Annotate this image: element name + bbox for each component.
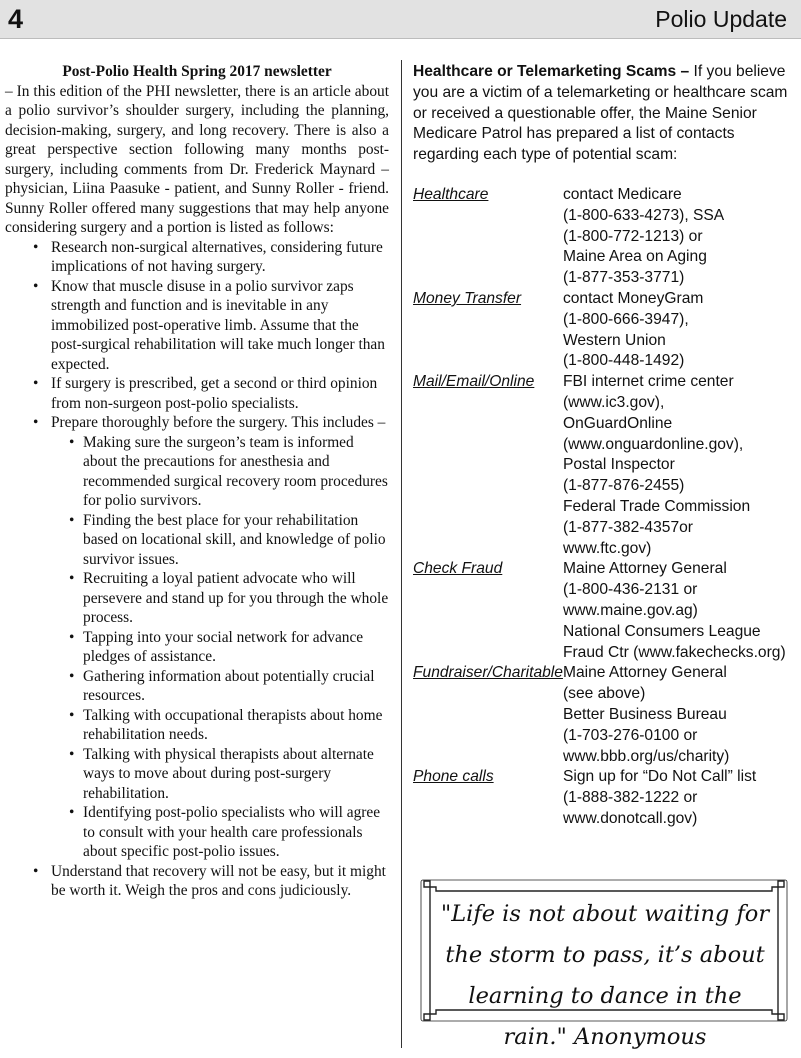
scam-article-lead: Healthcare or Telemarketing Scams – [413, 63, 690, 80]
contact-line: Maine Attorney General [562, 664, 727, 682]
column-divider [401, 60, 402, 1048]
contact-category: Fundraiser/Charitable [413, 664, 563, 682]
article-title: Post-Polio Health Spring 2017 newsletter [62, 63, 332, 80]
sub-list-item: • Identifying post-polio specialists who will agree to consult with your health care professionals about specific post-polio issues. [83, 803, 389, 862]
table-row [413, 559, 786, 663]
sub-list-item: • Talking with physical therapists about alternate ways to move about during post-surgery rehabilitation. [83, 745, 389, 804]
scam-intro-paragraph [413, 62, 791, 166]
contact-line: (1-877-353-3771) [562, 269, 685, 287]
contact-line: www.bbb.org/us/charity) [562, 747, 730, 765]
page-number: 4 [8, 4, 24, 34]
right-column-article [413, 62, 791, 166]
newsletter-title: Polio Update [655, 6, 787, 32]
contact-line: contact Medicare [562, 186, 682, 203]
table-row [413, 289, 786, 372]
list-item-text: Prepare thoroughly before the surgery. This includes – [51, 414, 386, 431]
suggestion-list [5, 238, 389, 901]
contact-line: Maine Area on Aging [562, 248, 707, 266]
table-row [413, 372, 786, 559]
contact-details [563, 559, 786, 663]
contact-details [563, 185, 786, 289]
article-intro: – In this edition of the PHI newsletter, there is an article about a polio survivor’s shoulder surgery, including the planning, decision-making, surgery, and long recovery. There is also a great perspective section following many months post-surgery, including comments from Dr. Frederick Maynard – physician, Liina Paasuke - patient, and Sunny Roller - friend. Sunny Roller offered many suggestions that may help anyone considering surgery and a portion is listed as follows: [5, 82, 389, 236]
contact-line: Maine Attorney General [562, 560, 727, 578]
contact-line: (1-877-382-4357or [562, 518, 693, 536]
contact-line: (1-888-382-1222 or [562, 789, 698, 807]
list-item: • Research non-surgical alternatives, considering future implications of not having surgery. [51, 238, 389, 277]
contact-category: Phone calls [413, 768, 494, 786]
sub-list-item: • Tapping into your social network for advance pledges of assistance. [83, 628, 389, 667]
contact-category: Mail/Email/Online [413, 373, 535, 391]
contact-details [563, 372, 786, 559]
contact-line: Postal Inspector [562, 456, 675, 474]
contact-line: contact MoneyGram [562, 289, 704, 307]
page-header [0, 0, 801, 39]
contact-line: OnGuardOnline [562, 414, 673, 432]
sub-list-item: • Recruiting a loyal patient advocate who will persevere and stand up for you through the whole process. [83, 569, 389, 628]
sub-list-item: • Making sure the surgeon’s team is informed about the precautions for anesthesia and recommended surgical recovery room procedures for polio survivors. [83, 433, 389, 511]
contact-category: Check Fraud [413, 560, 503, 578]
contact-line: (1-703-276-0100 or [562, 726, 698, 744]
contact-line: (1-800-666-3947), [562, 310, 689, 328]
quote-text: "Life is not about waiting for the storm to pass, it’s about learning to dance in the rain." Anonymous [440, 901, 770, 1050]
scam-contacts-table [413, 185, 786, 830]
sub-list-item: • Talking with occupational therapists about home rehabilitation needs. [83, 706, 389, 745]
contact-line: (1-800-436-2131 or [562, 581, 698, 599]
contact-line: Western Union [562, 331, 666, 349]
preparation-sublist [51, 433, 389, 862]
contact-details [563, 663, 786, 767]
contact-line: Fraud Ctr (www.fakechecks.org) [562, 643, 786, 661]
sub-list-item: • Finding the best place for your rehabilitation based on locational skill, and knowledge of polio survivor issues. [83, 511, 389, 570]
contact-line: Better Business Bureau [562, 705, 727, 723]
article-intro-paragraph [5, 62, 389, 238]
contact-category: Money Transfer [413, 289, 522, 307]
table-row [413, 663, 786, 767]
contact-details [563, 289, 786, 372]
list-item-with-sublist [51, 413, 389, 862]
list-item: • If surgery is prescribed, get a second or third opinion from non-surgeon post-polio specialists. [51, 374, 389, 413]
contact-line: www.maine.gov.ag) [562, 601, 698, 619]
contact-line: (1-877-876-2455) [562, 477, 685, 495]
sub-list-item: • Gathering information about potentially crucial resources. [83, 667, 389, 706]
contact-category: Healthcare [413, 186, 489, 203]
scam-article-intro: If you believe you are a victim of a telemarketing or healthcare scam or received a questionable offer, the Maine Senior Medicare Patrol has prepared a list of contacts regarding each type of potential scam: [413, 63, 788, 164]
contact-line: Sign up for “Do Not Call” list [562, 768, 757, 786]
contact-line: FBI internet crime center [562, 373, 734, 391]
contact-line: www.ftc.gov) [562, 539, 652, 557]
contact-line: (www.ic3.gov), [562, 393, 665, 411]
contact-line: www.donotcall.gov) [562, 809, 698, 827]
table-row [413, 185, 786, 289]
contact-line: (1-800-448-1492) [562, 352, 685, 370]
quote-box [418, 877, 790, 1050]
list-item: • Understand that recovery will not be easy, but it might be worth it. Weigh the pros and cons judiciously. [51, 862, 389, 901]
contact-details [563, 767, 786, 829]
contact-line: (1-800-772-1213) or [562, 227, 703, 245]
contact-line: (www.onguardonline.gov), [562, 435, 744, 453]
contact-line: National Consumers League [562, 622, 761, 640]
contact-line: Federal Trade Commission [562, 497, 751, 515]
list-item: • Know that muscle disuse in a polio survivor zaps strength and function and is inevitable in any immobilized post-operative limb. Assume that the post-surgical rehabilitation will take much longer than expected. [51, 277, 389, 375]
left-column-article [5, 62, 389, 901]
table-row [413, 767, 786, 829]
contact-line: (1-800-633-4273), SSA [562, 206, 725, 224]
contact-line: (see above) [562, 685, 646, 703]
